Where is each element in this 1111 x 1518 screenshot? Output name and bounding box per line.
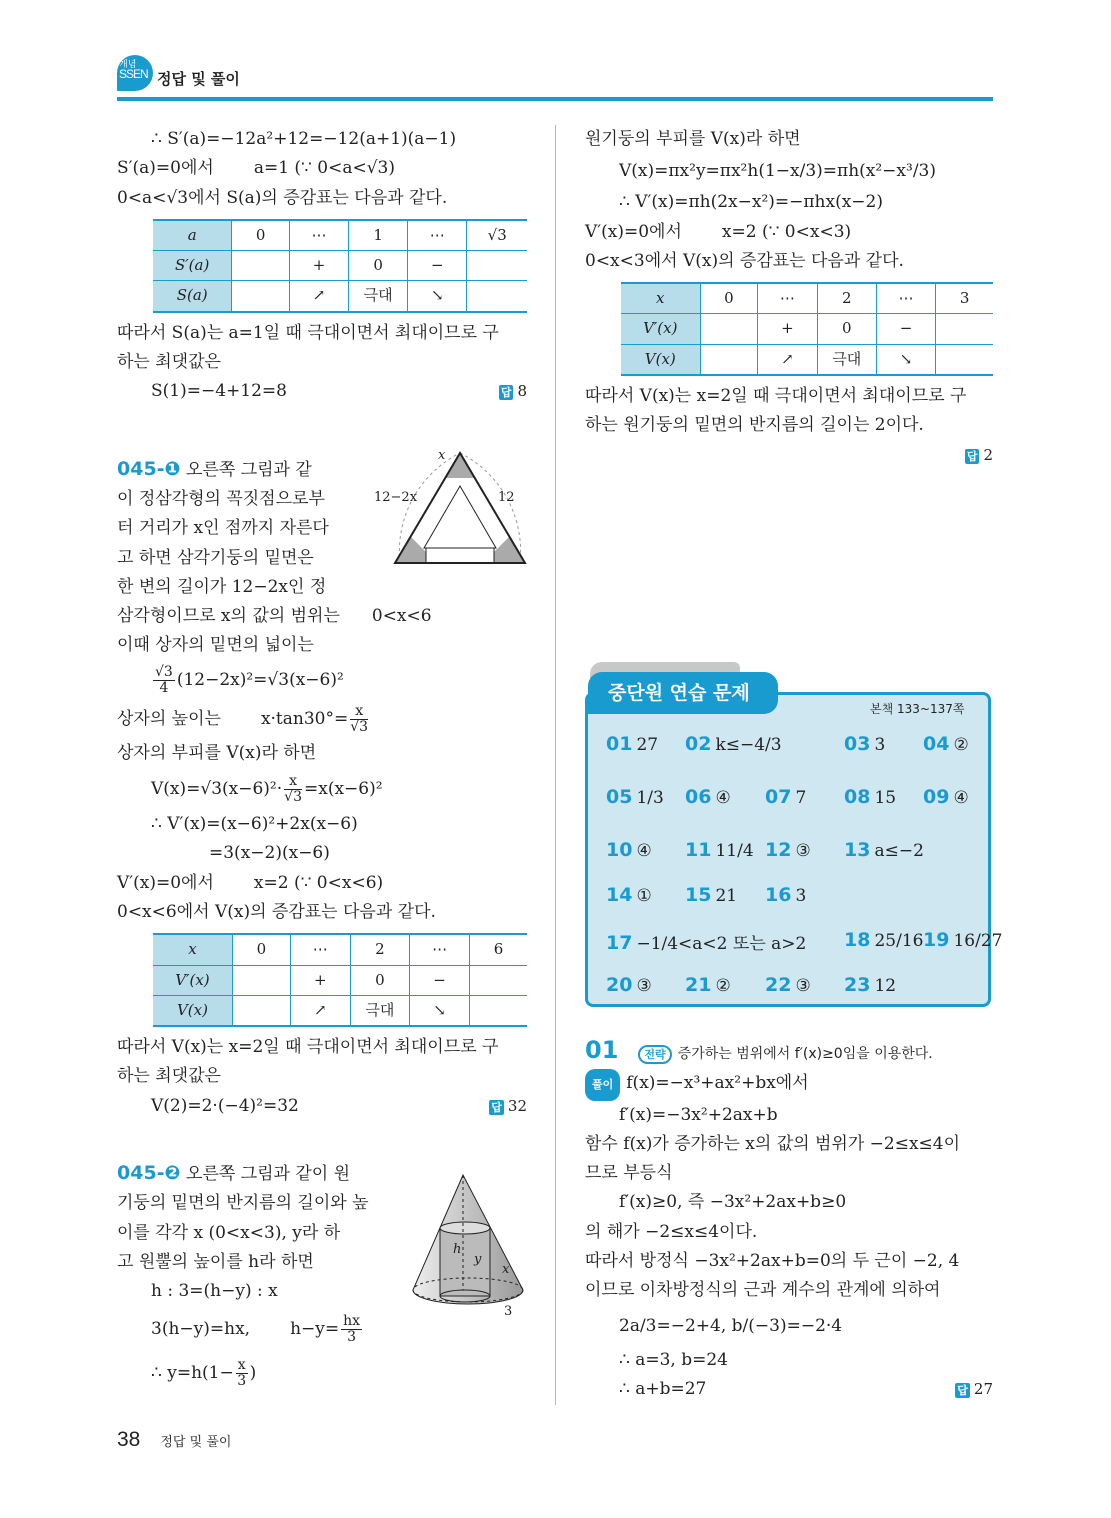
answer-value: 3	[795, 886, 807, 906]
answer-number: 23	[844, 974, 871, 996]
cone-cylinder-diagram	[408, 1170, 528, 1320]
box-title: 중단원 연습 문제	[588, 672, 778, 714]
text: 3(h−y)=hx,	[151, 1318, 251, 1339]
table-cell: ⋯	[410, 934, 470, 965]
math-line: ∴ S′(a)=−12a²+12=−12(a+1)(a−1)	[151, 129, 457, 149]
increase-decrease-table-1	[153, 219, 527, 313]
table-row	[153, 965, 527, 995]
table-row	[153, 220, 527, 251]
answer-badge	[499, 377, 527, 406]
problem-number: 045-❶	[117, 457, 181, 480]
math-line: f′(x)=−3x²+2ax+b	[619, 1104, 778, 1125]
table-cell: 1	[349, 220, 408, 251]
table-cell: ⋯	[290, 934, 350, 965]
answer-item	[844, 839, 924, 861]
answer-value: 2	[983, 445, 993, 464]
math-line: ∴ a=3, b=24	[619, 1349, 728, 1370]
cone-figure	[408, 1170, 528, 1324]
math-line	[117, 1092, 527, 1121]
answer-value: 32	[507, 1096, 527, 1115]
answer-item	[606, 733, 658, 755]
table-cell: 0	[349, 251, 408, 281]
brand-logo	[117, 55, 153, 91]
answer-value: ③	[636, 976, 652, 996]
fraction	[284, 774, 302, 805]
table-cell	[936, 314, 993, 344]
text: f(x)=−x³+ax²+bx에서	[626, 1073, 809, 1094]
text: h−y=	[290, 1318, 340, 1339]
fraction	[341, 1314, 362, 1345]
answer-value: ③	[795, 976, 811, 996]
answer-value: ④	[715, 788, 731, 808]
table-cell: ↘	[410, 995, 470, 1026]
answer-number: 01	[606, 733, 633, 755]
text-line: 이때 상자의 밑면의 넓이는	[117, 635, 314, 656]
table-cell: ⋯	[876, 283, 935, 314]
table-cell: +	[290, 965, 350, 995]
label-y: y	[474, 1252, 482, 1267]
text: ∴ y=h(1−	[151, 1362, 234, 1383]
table-cell: S′(a)	[153, 251, 232, 281]
numerator: x	[237, 1356, 246, 1373]
table-cell: √3	[467, 220, 527, 251]
table-cell: ↘	[876, 344, 935, 375]
answer-value: ②	[715, 976, 731, 996]
table-cell: V(x)	[153, 995, 232, 1026]
increase-decrease-table-3	[621, 282, 993, 376]
answer-value: ④	[953, 788, 969, 808]
answer-number: 07	[765, 786, 792, 808]
answer-number: 08	[844, 786, 871, 808]
answer-item	[765, 786, 806, 808]
text: V′(x)=0에서	[117, 872, 214, 893]
label-x: x	[502, 1262, 510, 1277]
text-line: 하는 최댓값은	[117, 1066, 221, 1087]
solution-header	[585, 1036, 993, 1069]
table-cell: ↗	[290, 995, 350, 1026]
table-cell: a	[153, 220, 232, 251]
text-line: 의 해가 −2≤x≤4이다.	[585, 1221, 758, 1242]
math-line	[117, 699, 527, 739]
numerator: √3	[155, 663, 173, 680]
answer-item	[606, 974, 652, 996]
table-cell: 0	[700, 283, 758, 314]
text-line: 한 변의 길이가 12−2x인 정	[117, 576, 327, 597]
answer-value: 1/3	[636, 788, 664, 808]
table-row	[621, 344, 993, 375]
text: V′(x)=0에서	[585, 221, 682, 242]
text-line: 고 원뿔의 높이를 h라 하면	[117, 1251, 314, 1272]
text-line: 하는 최댓값은	[117, 352, 221, 373]
answer-number: 22	[765, 974, 792, 996]
math-line	[117, 661, 527, 699]
table-cell: 2	[350, 934, 410, 965]
text: 오른쪽 그림과 같이 원	[186, 1164, 351, 1185]
answer-item	[923, 929, 1002, 951]
math-line: V(x)=πx²y=πx²h(1−x/3)=πh(x²−x³/3)	[619, 161, 936, 182]
fraction	[236, 1358, 248, 1389]
answer-number: 19	[923, 929, 950, 951]
text: 0<x<6	[371, 606, 432, 627]
answer-value: 8	[517, 382, 527, 401]
answer-item	[765, 974, 811, 996]
column-divider	[555, 125, 556, 1405]
label-h: h	[453, 1242, 462, 1257]
answer-badge	[955, 1375, 993, 1404]
answer-value: 15	[874, 788, 897, 808]
table-cell	[467, 281, 527, 312]
table-row	[153, 995, 527, 1026]
answer-item	[923, 786, 969, 808]
answer-number: 18	[844, 929, 871, 951]
answer-number: 12	[765, 839, 792, 861]
text: ∴ a+b=27	[619, 1378, 707, 1399]
table-cell: ↘	[408, 281, 467, 312]
answer-value: 12	[874, 976, 897, 996]
answer-badge	[965, 441, 993, 470]
answer-number: 14	[606, 884, 633, 906]
cut-triangle-diagram	[370, 448, 530, 578]
answer-value: ④	[636, 841, 652, 861]
right-column	[585, 125, 993, 470]
answer-tag: 답	[966, 449, 978, 463]
table-row	[621, 283, 993, 314]
text: S(1)=−4+12=8	[151, 381, 287, 402]
table-cell	[232, 995, 290, 1026]
answer-value: ③	[795, 841, 811, 861]
table-cell: ↗	[289, 281, 348, 312]
answer-number: 20	[606, 974, 633, 996]
text: a=1 (∵ 0<a<√3)	[253, 158, 395, 179]
text: x=2 (∵ 0<x<6)	[253, 872, 384, 893]
answer-item	[844, 733, 885, 755]
math-line	[117, 869, 527, 898]
text-line: 터 거리가 x인 점까지 자른다	[117, 518, 329, 539]
text: x=2 (∵ 0<x<3)	[721, 221, 852, 242]
box-page-ref: 본책 133~137쪽	[870, 702, 965, 716]
answer-number: 16	[765, 884, 792, 906]
solution-number: 01	[585, 1036, 619, 1064]
table-cell: −	[408, 251, 467, 281]
answer-item	[844, 929, 923, 951]
triangle-figure	[370, 448, 530, 582]
math-line: 2a/3=−2+4, b/(−3)=−2·4	[619, 1315, 843, 1336]
table-cell: ⋯	[408, 220, 467, 251]
text-line: 하는 원기둥의 밑면의 반지름의 길이는 2이다.	[585, 415, 924, 436]
header-title: 정답 및 풀이	[157, 70, 240, 88]
text-line: 0<x<6에서 V(x)의 증감표는 다음과 같다.	[117, 901, 436, 922]
table-cell: x	[621, 283, 700, 314]
text-line: 이를 각각 x (0<x<3), y라 하	[117, 1222, 341, 1243]
table-cell: −	[876, 314, 935, 344]
table-row	[153, 934, 527, 965]
math-line	[117, 377, 527, 406]
text: =x(x−6)²	[303, 779, 383, 800]
footer-title: 정답 및 풀이	[160, 1435, 232, 1450]
page-header	[117, 55, 240, 91]
text-line: 이므로 이차방정식의 근과 계수의 관계에 의하여	[585, 1280, 941, 1301]
math-line	[117, 768, 527, 810]
answer-value: a≤−2	[874, 841, 924, 861]
math-line	[117, 1351, 527, 1395]
table-row	[153, 251, 527, 281]
answer-item	[844, 786, 896, 808]
answer-item	[765, 884, 806, 906]
label-side: 12−2x	[374, 490, 418, 505]
label-x: x	[438, 448, 446, 463]
text: 삼각형이므로 x의 값의 범위는	[117, 606, 340, 627]
answer-value: ②	[953, 735, 969, 755]
answer-value: k≤−4/3	[715, 735, 782, 755]
table-cell: V′(x)	[153, 965, 232, 995]
numerator: hx	[343, 1312, 361, 1329]
table-cell: 3	[936, 283, 993, 314]
answer-item	[685, 786, 731, 808]
table-cell: +	[289, 251, 348, 281]
table-cell: 0	[232, 220, 290, 251]
answer-item	[685, 884, 737, 906]
text: )	[249, 1362, 257, 1383]
table-cell	[936, 344, 993, 375]
answer-value: 27	[636, 735, 659, 755]
answer-item	[606, 839, 652, 861]
answer-number: 21	[685, 974, 712, 996]
answer-tag: 답	[957, 1383, 968, 1397]
text-line: 따라서 V(x)는 x=2일 때 극대이면서 최대이므로 구	[585, 386, 967, 407]
table-cell	[469, 995, 527, 1026]
math-line	[585, 218, 993, 247]
answer-number: 04	[923, 733, 950, 755]
answer-value: 27	[973, 1379, 993, 1398]
answer-item	[844, 974, 896, 996]
text: S′(a)=0에서	[117, 158, 214, 179]
answer-value: −1/4<a<2 또는 a>2	[636, 934, 807, 954]
fraction	[153, 665, 175, 696]
math-line: 0<a<√3에서 S(a)의 증감표는 다음과 같다.	[117, 187, 448, 208]
denominator: 4	[159, 679, 169, 696]
label-3: 3	[504, 1304, 513, 1319]
answer-value: 21	[715, 886, 738, 906]
answer-badge	[489, 1092, 527, 1121]
text: V(2)=2·(−4)²=32	[151, 1095, 299, 1116]
answer-item	[685, 733, 782, 755]
page-footer	[117, 1428, 231, 1452]
table-cell: ⋯	[758, 283, 817, 314]
strategy-tag: 전략	[638, 1045, 671, 1064]
table-cell: 0	[232, 934, 290, 965]
table-row	[153, 281, 527, 312]
text: (12−2x)²=√3(x−6)²	[176, 669, 344, 690]
text-line: 기둥의 밑면의 반지름의 길이와 높	[117, 1193, 369, 1214]
answer-number: 15	[685, 884, 712, 906]
table-cell	[232, 965, 290, 995]
page-number: 38	[117, 1428, 141, 1451]
problem-number: 045-❷	[117, 1162, 181, 1185]
table-cell: x	[153, 934, 232, 965]
strategy-text: 증가하는 범위에서 f′(x)≥0임을 이용한다.	[677, 1046, 933, 1062]
answer-item	[765, 839, 811, 861]
answer-number: 06	[685, 786, 712, 808]
answer-value: 3	[874, 735, 886, 755]
table-cell: +	[758, 314, 817, 344]
math-line: ∴ V′(x)=(x−6)²+2x(x−6)	[151, 814, 358, 835]
header-rule	[117, 97, 993, 101]
answer-item	[606, 884, 652, 906]
table-cell	[700, 344, 758, 375]
answer-item	[685, 839, 754, 861]
table-cell: 0	[350, 965, 410, 995]
denominator: 3	[237, 1372, 247, 1389]
table-cell: S(a)	[153, 281, 232, 312]
table-cell: 2	[817, 283, 876, 314]
text: 상자의 높이는	[117, 708, 221, 729]
logo-top-text: 개념	[119, 59, 137, 69]
answer-tag: 답	[500, 386, 512, 400]
denominator: √3	[350, 718, 369, 735]
text-line: 따라서 방정식 −3x²+2ax+b=0의 두 근이 −2, 4	[585, 1251, 960, 1272]
answer-number: 17	[606, 932, 633, 954]
table-cell	[469, 965, 527, 995]
numerator: x	[350, 704, 368, 720]
answer-value: 25/16	[874, 931, 924, 951]
answer-number: 11	[685, 839, 712, 861]
answer-item	[685, 974, 731, 996]
text-line: 고 하면 삼각기둥의 밑면은	[117, 547, 314, 568]
table-row	[621, 314, 993, 344]
text: V(x)=√3(x−6)²·	[151, 779, 283, 800]
answer-number: 02	[685, 733, 712, 755]
table-cell	[467, 251, 527, 281]
table-cell: ↗	[758, 344, 817, 375]
answer-number: 13	[844, 839, 871, 861]
answer-value: ①	[636, 886, 652, 906]
table-cell: −	[410, 965, 470, 995]
text-line: 상자의 부피를 V(x)라 하면	[117, 742, 317, 763]
math-line	[585, 1375, 993, 1404]
text-line: 원기둥의 부피를 V(x)라 하면	[585, 129, 801, 149]
denominator: √3	[284, 789, 302, 806]
denominator: 3	[347, 1328, 357, 1345]
answer-number: 09	[923, 786, 950, 808]
table-cell	[232, 281, 290, 312]
math-line: =3(x−2)(x−6)	[209, 843, 330, 864]
math-line: h : 3=(h−y) : x	[151, 1281, 278, 1302]
math-line: f′(x)≥0, 즉 −3x²+2ax+b≥0	[619, 1192, 847, 1213]
numerator: x	[284, 774, 302, 790]
increase-decrease-table-2	[153, 933, 527, 1027]
table-cell: 0	[817, 314, 876, 344]
text-line	[117, 602, 527, 631]
answer-tag: 답	[491, 1100, 502, 1114]
math-line	[585, 1069, 993, 1100]
text-line: 따라서 V(x)는 x=2일 때 극대이면서 최대이므로 구	[117, 1037, 499, 1058]
answer-number: 03	[844, 733, 871, 755]
table-cell: V(x)	[621, 344, 700, 375]
answer-number: 10	[606, 839, 633, 861]
table-cell: 6	[469, 934, 527, 965]
table-cell: ⋯	[289, 220, 348, 251]
table-cell: 극대	[349, 281, 408, 312]
logo-bottom-text: SSEN	[119, 67, 148, 81]
table-cell: 극대	[350, 995, 410, 1026]
table-cell	[232, 251, 290, 281]
text-line: 므로 부등식	[585, 1163, 673, 1184]
answer-number: 05	[606, 786, 633, 808]
text-line: 함수 f(x)가 증가하는 x의 값의 범위가 −2≤x≤4이	[585, 1133, 961, 1154]
answer-item	[606, 929, 806, 954]
text-line: 0<x<3에서 V(x)의 증감표는 다음과 같다.	[585, 250, 904, 271]
answer-item	[606, 786, 664, 808]
answer-value: 7	[795, 788, 807, 808]
math-line: ∴ V′(x)=πh(2x−x²)=−πhx(x−2)	[619, 192, 883, 213]
table-cell: 극대	[817, 344, 876, 375]
answer-value: 11/4	[715, 841, 754, 861]
math-line	[117, 154, 527, 183]
answer-value: 16/27	[953, 931, 1003, 951]
solution-01	[585, 1036, 993, 1404]
solution-tag: 풀이	[585, 1069, 620, 1100]
text-line: 따라서 S(a)는 a=1일 때 극대이면서 최대이므로 구	[117, 322, 499, 343]
table-cell	[700, 314, 758, 344]
text-line: 이 정삼각형의 꼭짓점으로부	[117, 488, 325, 509]
text: x·tan30°=	[260, 708, 349, 729]
text: 오른쪽 그림과 같	[186, 459, 312, 480]
answer-item	[923, 733, 969, 755]
fraction	[350, 704, 368, 735]
label-12: 12	[498, 490, 515, 505]
table-cell: V′(x)	[621, 314, 700, 344]
